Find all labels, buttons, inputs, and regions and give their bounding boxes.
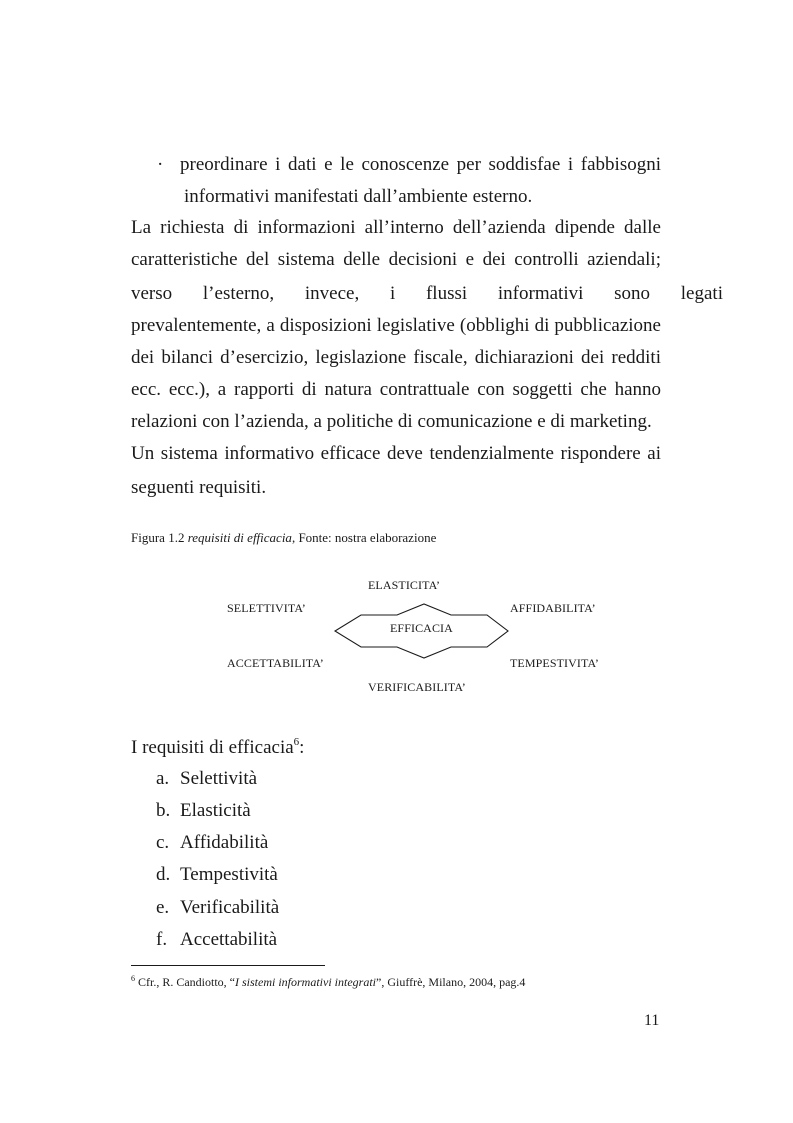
diagram-label-bottom: VERIFICABILITA’ (368, 680, 466, 694)
footnote-prefix: Cfr., R. Candiotto, “ (135, 975, 235, 989)
figure-caption (131, 530, 436, 546)
bullet-line-2: informativi manifestati dall’ambiente esterno. (184, 186, 533, 207)
list-item (156, 929, 277, 951)
paragraph-1-line-1: La richiesta di informazioni all’interno dell’azienda dipende dalle (131, 217, 661, 238)
list-label: Tempestività (180, 864, 278, 885)
list-label: Verificabilità (180, 897, 280, 918)
paragraph-1-line-6: ecc. ecc.), a rapporti di natura contrattuale con soggetti che hanno (131, 379, 661, 400)
list-item (156, 800, 251, 822)
footnote-separator (131, 965, 325, 966)
diagram-label-top-right: AFFIDABILITA’ (510, 601, 596, 615)
paragraph-1-line-3: verso l’esterno, invece, i flussi informativi sono legati (131, 283, 723, 304)
requirements-heading (131, 737, 304, 759)
list-item (156, 897, 279, 919)
requirements-heading-colon: : (299, 737, 305, 758)
list-item (156, 864, 278, 886)
paragraph-1-line-2: caratteristiche del sistema delle decisioni e dei controlli aziendali; (131, 249, 661, 270)
diagram-label-bottom-right: TEMPESTIVITA’ (510, 656, 599, 670)
page-number: 11 (644, 1012, 660, 1029)
paragraph-1-line-5: dei bilanci d’esercizio, legislazione fiscale, dichiarazioni dei redditi (131, 347, 661, 368)
bullet-line-1: preordinare i dati e le conoscenze per soddisfae i fabbisogni (180, 154, 661, 175)
diagram-label-top: ELASTICITA’ (368, 578, 441, 592)
list-label: Accettabilità (180, 929, 278, 950)
diagram-label-bottom-left: ACCETTABILITA’ (227, 656, 324, 670)
list-marker: c. (156, 832, 170, 853)
figure-caption-source: , Fonte: nostra elaborazione (291, 530, 437, 545)
list-label: Elasticità (180, 800, 251, 821)
list-label: Affidabilità (180, 832, 269, 853)
list-marker: e. (156, 897, 170, 918)
list-item (156, 832, 268, 854)
paragraph-1-line-4: prevalentemente, a disposizioni legislative (obblighi di pubblicazione (131, 315, 661, 336)
figure-caption-title: requisiti di efficacia (187, 530, 292, 545)
paragraph-2-line-2: seguenti requisiti. (131, 477, 267, 498)
paragraph-1-line-7: relazioni con l’azienda, a politiche di comunicazione e di marketing. (131, 411, 652, 432)
bullet-marker: · (157, 154, 164, 175)
footnote (131, 975, 525, 990)
footnote-title: I sistemi informativi integrati (235, 975, 376, 989)
list-marker: a. (156, 768, 170, 789)
list-marker: d. (156, 864, 171, 885)
diagram-label-top-left: SELETTIVITA’ (227, 601, 306, 615)
requirements-heading-text: I requisiti di efficacia (131, 737, 294, 758)
footnote-suffix: ”, Giuffrè, Milano, 2004, pag.4 (376, 975, 526, 989)
list-marker: f. (156, 929, 168, 950)
list-item (156, 768, 257, 790)
paragraph-2-line-1: Un sistema informativo efficace deve tendenzialmente rispondere ai (131, 443, 661, 464)
diagram-center-label: EFFICACIA (390, 621, 453, 635)
list-label: Selettività (180, 768, 258, 789)
list-marker: b. (156, 800, 171, 821)
footnote-number: 6 (131, 974, 135, 983)
footnote-reference[interactable]: 6 (293, 736, 300, 748)
figure-caption-prefix: Figura 1.2 (131, 530, 188, 545)
